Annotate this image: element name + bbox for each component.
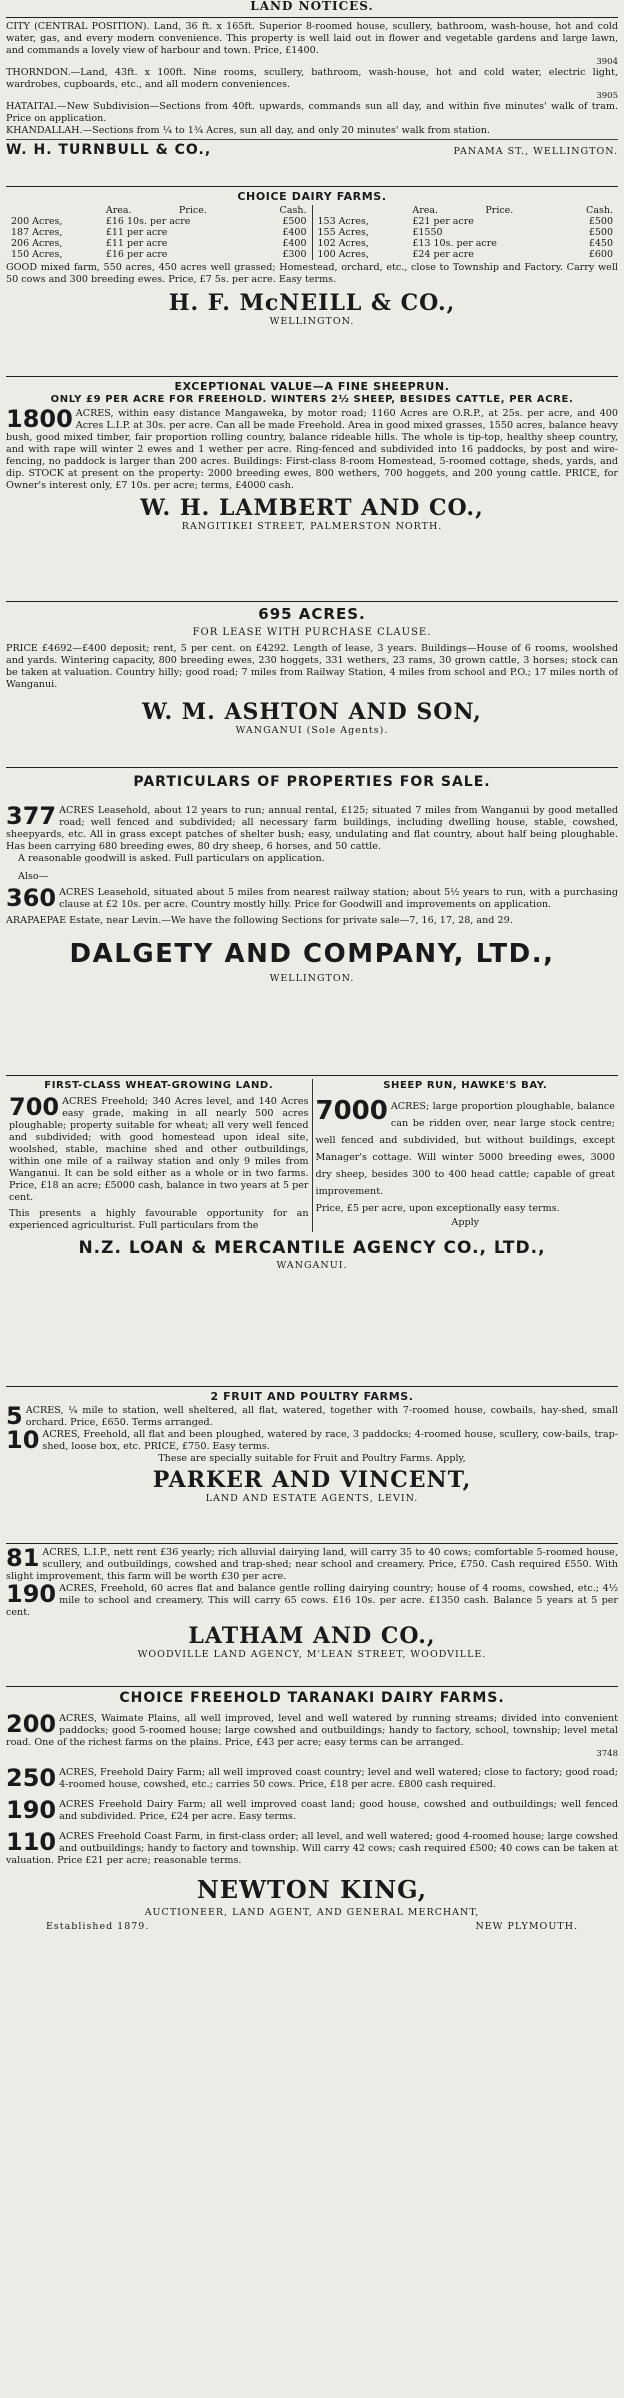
col-header: Cash. bbox=[279, 205, 307, 216]
apply-label: Apply bbox=[451, 1217, 480, 1228]
ad-code: 3904 bbox=[596, 57, 618, 67]
table-row bbox=[9, 238, 309, 249]
listing-1800-acres bbox=[6, 405, 618, 492]
agent-name: PARKER AND VINCENT, bbox=[152, 1467, 472, 1493]
listing-thorndon: THORNDON.—Land, 43ft. x 100ft. Nine rooms, scullery, bathroom, wash-house, hot and cold water, electric light, wardrobes, cupboards, etc., and all modern conveniences. bbox=[6, 67, 618, 90]
listing-hataitai: HATAITAI.—New Subdivision—Sections from 40ft. upwards, commands sun all day, and within five minutes' walk of tram. Price on application. bbox=[6, 101, 618, 124]
lambert-advert bbox=[6, 380, 618, 598]
acre-figure: 190 bbox=[6, 1580, 57, 1608]
agent-address: WANGANUI (Sole Agents). bbox=[235, 725, 389, 736]
listing-note: This presents a highly favourable opportunity for an experienced agriculturist. Full particulars from the bbox=[9, 1208, 309, 1231]
col-header: Area. bbox=[105, 205, 132, 216]
cell: £450 bbox=[588, 238, 613, 249]
acre-figure: 190 bbox=[6, 1796, 57, 1824]
listing-190-acres bbox=[6, 1796, 618, 1824]
divider bbox=[6, 1686, 618, 1687]
listing-text: ACRES Freehold Dairy Farm; all well improved coast land; good house, cowshed and outbuildings; well fenced and subdivided. Price, £24 per acre. Easy terms. bbox=[59, 1799, 618, 1822]
listing-mixed-farm: GOOD mixed farm, 550 acres, 450 acres well grassed; Homestead, orchard, etc., close to Township and Factory. Carry well 50 cows and 300 breeding ewes. Price, £7 5s. per acre. Easy terms. bbox=[6, 262, 618, 285]
agent-town: NEW PLYMOUTH. bbox=[475, 1921, 578, 1932]
acre-figure: 10 bbox=[6, 1426, 40, 1454]
latham-advert bbox=[6, 1544, 618, 1683]
col-header: Price. bbox=[178, 205, 207, 216]
agent-town: WELLINGTON. bbox=[269, 973, 355, 984]
listing-note: A reasonable goodwill is asked. Full particulars on application. bbox=[18, 853, 325, 864]
cell: £21 per acre bbox=[412, 216, 474, 227]
section-header: LAND NOTICES. bbox=[250, 0, 374, 13]
col-header: Cash. bbox=[586, 205, 613, 216]
cell: £500 bbox=[282, 216, 307, 227]
advert-title: 695 ACRES. bbox=[258, 605, 366, 623]
cell: £400 bbox=[282, 238, 307, 249]
col-header: Price. bbox=[485, 205, 514, 216]
cell: 100 Acres, bbox=[317, 249, 369, 260]
listing-text: ACRES, within easy distance Mangaweka, by motor road; 1160 Acres are O.R.P., at 25s. per acre, and 400 Acres L.I.P. at 30s. per acre. Can all be made Freehold. Area in good mixed grasses, 1550 acres, balance heavy bush, good mixed timber, fair proportion rolling country, balance rideable hills. The whole is tip-top, healthy sheep country, and with rape will winter 2 ewes and 1 wether per acre. Ring-fenced and subdivided into 16 paddocks, by post and wire-fencing, no paddock is larger than 200 acres. Buildings: First-class 8-room Homestead, 5-roomed cottage, sheds, yards, and dip. STOCK at present on the property: 2000 breeding ewes, 800 wethers, 700 hoggets, and 200 young cattle. PRICE, for Owner's interest only, £7 10s. per acre; terms, £4000 cash. bbox=[6, 408, 618, 491]
mcneill-advert bbox=[6, 190, 618, 373]
advert-subtitle: ONLY £9 PER ACRE FOR FREEHOLD. WINTERS 2½ SHEEP, BESIDES CATTLE, PER ACRE. bbox=[50, 394, 574, 405]
advert-subtitle: FOR LEASE WITH PURCHASE CLAUSE. bbox=[192, 627, 432, 638]
turnbull-advert bbox=[6, 21, 618, 183]
listing-190-acres bbox=[6, 1580, 618, 1619]
newspaper-page bbox=[6, 0, 618, 2390]
table-row bbox=[316, 227, 616, 238]
cell: £24 per acre bbox=[412, 249, 474, 260]
cell: £16 per acre bbox=[105, 249, 168, 260]
advert-title: SHEEP RUN, HAWKE'S BAY. bbox=[383, 1080, 548, 1091]
table-row bbox=[316, 249, 616, 260]
divider bbox=[6, 376, 618, 377]
table-row bbox=[316, 238, 616, 249]
agent-town: WELLINGTON. bbox=[269, 316, 355, 327]
agent-name: DALGETY AND COMPANY, LTD., bbox=[69, 939, 555, 969]
listing-5-acres bbox=[6, 1402, 618, 1430]
listing-city: CITY (CENTRAL POSITION). Land, 36 ft. x 165ft. Superior 8-roomed house, scullery, bathroom, wash-house, hot and cold water, gas, and every modern convenience. This property is well laid out in flower and vegetable gardens and large lawn, and commands a lovely view of harbour and town. Price, £1400. bbox=[6, 21, 618, 56]
land-notices-column bbox=[6, 0, 618, 2060]
agent-name: NEWTON KING, bbox=[196, 1875, 428, 1904]
cell: £600 bbox=[588, 249, 613, 260]
listing-khandallah: KHANDALLAH.—Sections from ¼ to 1¾ Acres, sun all day, and only 20 minutes' walk from station. bbox=[6, 125, 490, 136]
ashton-advert bbox=[6, 606, 618, 764]
table-row bbox=[9, 227, 309, 238]
agent-name: W. H. LAMBERT AND CO., bbox=[140, 495, 484, 521]
acre-figure: 700 bbox=[9, 1093, 60, 1121]
listing-text: ACRES, Waimate Plains, all well improved, level and well watered by running streams; divided into convenient paddocks; good 5-roomed house; large cowshed and outbuildings; handy to factory, school, township; level metal road. One of the richest farms on the plains. Price, £43 per acre; easy terms can be arranged. bbox=[6, 1713, 618, 1748]
agent-name: LATHAM AND CO., bbox=[188, 1623, 436, 1649]
agent-name: W. M. ASHTON AND SON, bbox=[142, 699, 482, 725]
cell: 155 Acres, bbox=[317, 227, 369, 238]
acre-figure: 377 bbox=[6, 802, 57, 830]
table-row bbox=[9, 216, 309, 227]
cell: 102 Acres, bbox=[317, 238, 369, 249]
divider bbox=[6, 17, 618, 18]
parker-advert bbox=[6, 1390, 618, 1540]
acre-figure: 200 bbox=[6, 1710, 57, 1738]
divider bbox=[6, 767, 618, 768]
listing-81-acres bbox=[6, 1544, 618, 1583]
advert-title: CHOICE FREEHOLD TARANAKI DAIRY FARMS. bbox=[119, 1690, 505, 1706]
agent-address: LAND AND ESTATE AGENTS, LEVIN. bbox=[205, 1493, 419, 1504]
cell: £16 10s. per acre bbox=[105, 216, 191, 227]
ad-code: 3748 bbox=[596, 1749, 618, 1759]
acre-figure: 110 bbox=[6, 1828, 57, 1856]
cell: 150 Acres, bbox=[11, 249, 63, 260]
listing-note: Price, £5 per acre, upon exceptionally easy terms. bbox=[315, 1203, 560, 1214]
cell: £11 per acre bbox=[105, 227, 168, 238]
listing-text: ACRES, L.I.P., nett rent £36 yearly; rich alluvial dairying land, will carry 35 to 40 cows; comfortable 5-roomed house, scullery, and outbuildings, cowshed and trap-shed; near school and creamery. Price, £750. Cash required £550. With slight improvement, this farm will be worth £30 per acre. bbox=[6, 1547, 618, 1582]
newton-advert bbox=[6, 1690, 618, 2060]
listing-note: These are specially suitable for Fruit and Poultry Farms. Apply, bbox=[158, 1453, 466, 1464]
table-row bbox=[9, 249, 309, 260]
cell: £400 bbox=[282, 227, 307, 238]
divider bbox=[6, 1075, 618, 1076]
listing-377-acres bbox=[6, 802, 618, 853]
acre-figure: 250 bbox=[6, 1764, 57, 1792]
agent-name: W. H. TURNBULL & CO., bbox=[6, 142, 212, 158]
acre-figure: 1800 bbox=[6, 405, 73, 433]
acre-figure: 360 bbox=[6, 884, 57, 912]
agent-address: RANGITIKEI STREET, PALMERSTON NORTH. bbox=[181, 521, 443, 532]
listing-text: ACRES Freehold; 340 Acres level, and 140 Acres easy grade, making in all nearly 500 acres ploughable; property suitable for wheat; all very well fenced and subdivided; with good homestead upon ideal site, woolshed, stable, machine shed and other outbuildings, within one mile of a railway station and only 9 miles from Wanganui. It can be sold either as a whole or in two farms. Price, £18 an acre; £5000 cash, balance in two years at 5 per cent. bbox=[9, 1096, 309, 1203]
cell: £13 10s. per acre bbox=[412, 238, 497, 249]
listing-250-acres bbox=[6, 1764, 618, 1792]
advert-title: 2 FRUIT AND POULTRY FARMS. bbox=[210, 1390, 414, 1403]
farm-table-right bbox=[316, 205, 616, 260]
agent-town: WANGANUI. bbox=[276, 1260, 348, 1271]
advert-title: FIRST-CLASS WHEAT-GROWING LAND. bbox=[44, 1080, 274, 1091]
cell: £300 bbox=[282, 249, 307, 260]
table-row bbox=[316, 216, 616, 227]
listing-text: ACRES Freehold Coast Farm, in first-class order; all level, and well watered; good 4-roomed house; large cowshed and outbuildings; handy to factory and township. Will carry 42 cows; cash required £500; 40 cows can be taken at valuation. Price £21 per acre; reasonable terms. bbox=[6, 1831, 618, 1866]
acre-figure: 81 bbox=[6, 1544, 40, 1572]
dalgety-advert bbox=[6, 774, 618, 1072]
divider bbox=[6, 186, 618, 187]
listing-text: ACRES, ¼ mile to station, well sheltered, all flat, watered, together with 7-roomed house, cowbails, hay-shed, small orchard. Price, £650. Terms arranged. bbox=[25, 1405, 618, 1428]
agent-name: H. F. McNEILL & CO., bbox=[168, 290, 456, 316]
acre-figure: 5 bbox=[6, 1402, 23, 1430]
agent-address: WOODVILLE LAND AGENCY, M'LEAN STREET, WOODVILLE. bbox=[137, 1649, 487, 1660]
col-header: Area. bbox=[412, 205, 439, 216]
listing-arapaepae: ARAPAEPAE Estate, near Levin.—We have the following Sections for private sale—7, 16, 17, 28, and 29. bbox=[6, 915, 513, 926]
listing-7000-acres bbox=[316, 1098, 616, 1200]
farm-table-left bbox=[9, 205, 309, 260]
advert-title: CHOICE DAIRY FARMS. bbox=[237, 190, 387, 203]
listing-10-acres bbox=[6, 1426, 618, 1454]
listing-text: ACRES, Freehold, 60 acres flat and balance gentle rolling dairying country; house of 4 rooms, cowshed, etc.; 4½ mile to school and creamery. This will carry 65 cows. £16 10s. per acre. £1350 cash. Balance 5 years at 5 per cent. bbox=[6, 1583, 618, 1618]
divider bbox=[6, 601, 618, 602]
listing-text: ACRES Leasehold, situated about 5 miles from nearest railway station; about 5½ years to run, with a purchasing clause at £2 10s. per acre. Country mostly hilly. Price for Goodwill and improvements on application. bbox=[59, 887, 618, 910]
cell: 206 Acres, bbox=[11, 238, 63, 249]
cell: £1550 bbox=[412, 227, 443, 238]
cell: 200 Acres, bbox=[11, 216, 63, 227]
listing-text: ACRES, Freehold Dairy Farm; all well improved coast country; level and well watered; close to factory; good road; 4-roomed house, cowshed, etc.; carries 50 cows. Price, £18 per acre. £800 cash required. bbox=[59, 1767, 618, 1790]
divider bbox=[6, 1543, 618, 1544]
agent-role: AUCTIONEER, LAND AGENT, AND GENERAL MERCHANT, bbox=[144, 1907, 480, 1918]
divider bbox=[6, 139, 618, 140]
cell: 153 Acres, bbox=[317, 216, 369, 227]
established-label: Established 1879. bbox=[46, 1921, 150, 1932]
ad-code: 3905 bbox=[596, 91, 618, 101]
cell: 187 Acres, bbox=[11, 227, 63, 238]
listing-text: ACRES Leasehold, about 12 years to run; annual rental, £125; situated 7 miles from Wanganui by good metalled road; well fenced and subdivided; all necessary farm buildings, including dwelling house, stable, cowshed, sheepyards, etc. All in grass except patches of shelter bush; easy, undulating and flat country, about half being ploughable. Has been carrying 680 breeding ewes, 80 dry sheep, 6 horses, and 50 cattle. bbox=[6, 805, 618, 852]
listing-360-acres bbox=[6, 884, 618, 912]
listing-text: ACRES, Freehold, all flat and been ploughed, watered by race, 3 paddocks; 4-roomed house, scullery, cow-bails, trap-shed, loose box, etc. PRICE, £750. Easy terms. bbox=[42, 1429, 618, 1452]
agent-address: PANAMA ST., WELLINGTON. bbox=[453, 146, 618, 157]
cell: £500 bbox=[588, 227, 613, 238]
acre-figure: 7000 bbox=[315, 1096, 388, 1126]
cell: £500 bbox=[588, 216, 613, 227]
listing-200-acres bbox=[6, 1710, 618, 1749]
listing-110-acres bbox=[6, 1828, 618, 1867]
agent-name: N.Z. LOAN & MERCANTILE AGENCY CO., LTD., bbox=[78, 1238, 546, 1258]
advert-title: EXCEPTIONAL VALUE—A FINE SHEEPRUN. bbox=[174, 380, 450, 393]
divider bbox=[6, 1386, 618, 1387]
nzloan-advert bbox=[6, 1079, 618, 1383]
listing-700-acres bbox=[9, 1093, 309, 1204]
listing-695-acres: PRICE £4692—£400 deposit; rent, 5 per cent. on £4292. Length of lease, 3 years. Buildings—House of 6 rooms, woolshed and yards. Wintering capacity, 800 breeding ewes, 230 hoggets, 331 wethers, 23 rams, 30 grown cattle, 3 horses; stock can be taken at valuation. Country hilly; good road; 7 miles from Railway Station, 4 miles from school and P.O.; 17 miles north of Wanganui. bbox=[6, 643, 618, 690]
advert-title: PARTICULARS OF PROPERTIES FOR SALE. bbox=[133, 774, 491, 790]
also-label: Also— bbox=[18, 871, 49, 882]
cell: £11 per acre bbox=[105, 238, 168, 249]
listing-text: ACRES; large proportion ploughable, balance can be ridden over, near large stock centre; well fenced and subdivided, but without buildings, except Manager's cottage. Will winter 5000 breeding ewes, 3000 dry sheep, besides 300 to 400 head cattle; capable of great improvement. bbox=[315, 1101, 615, 1197]
